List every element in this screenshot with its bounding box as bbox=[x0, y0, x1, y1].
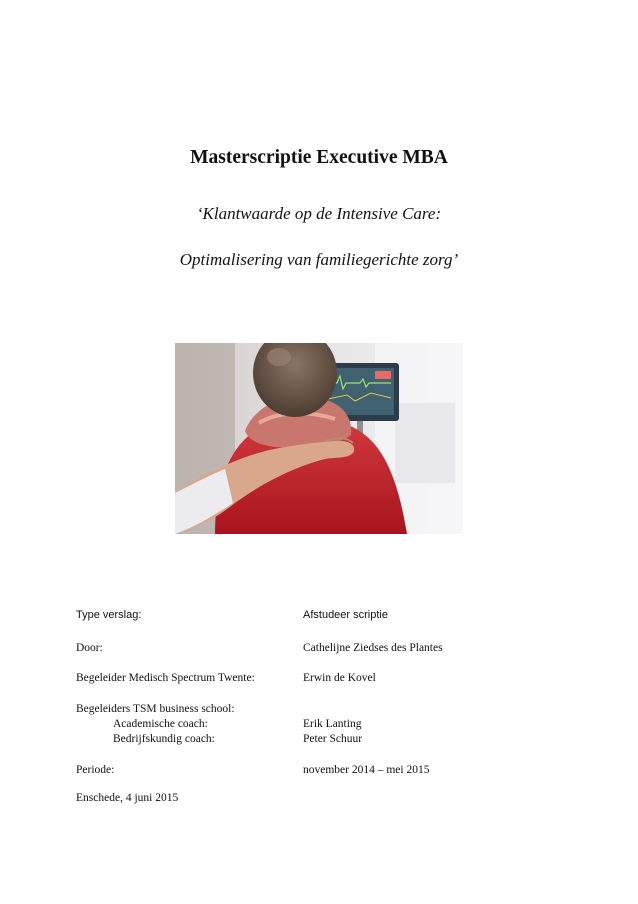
photo-icu-embrace-icon bbox=[175, 343, 463, 534]
begeleider-value: Erwin de Kovel bbox=[303, 672, 376, 684]
periode-label: Periode: bbox=[76, 764, 115, 776]
door-value: Cathelijne Ziedses des Plantes bbox=[303, 642, 443, 654]
place-date: Enschede, 4 juni 2015 bbox=[76, 792, 179, 804]
begeleiders-tsm-label: Begeleiders TSM business school: bbox=[76, 703, 235, 715]
door-label: Door: bbox=[76, 642, 103, 654]
type-label: Type verslag: bbox=[76, 609, 142, 621]
periode-value: november 2014 – mei 2015 bbox=[303, 764, 430, 776]
subtitle-line-2: Optimalisering van familiegerichte zorg’ bbox=[179, 250, 459, 269]
bedrijfskundig-value: Peter Schuur bbox=[303, 733, 363, 745]
page-title: Masterscriptie Executive MBA bbox=[190, 147, 448, 168]
begeleider-label: Begeleider Medisch Spectrum Twente: bbox=[76, 672, 255, 684]
bedrijfskundig-label: Bedrijfskundig coach: bbox=[113, 733, 215, 745]
cover-photo bbox=[175, 343, 463, 534]
type-value: Afstudeer scriptie bbox=[303, 609, 388, 621]
academisch-label: Academische coach: bbox=[113, 718, 208, 730]
subtitle-line-1: ‘Klantwaarde op de Intensive Care: bbox=[196, 204, 442, 223]
academisch-value: Erik Lanting bbox=[303, 718, 362, 730]
